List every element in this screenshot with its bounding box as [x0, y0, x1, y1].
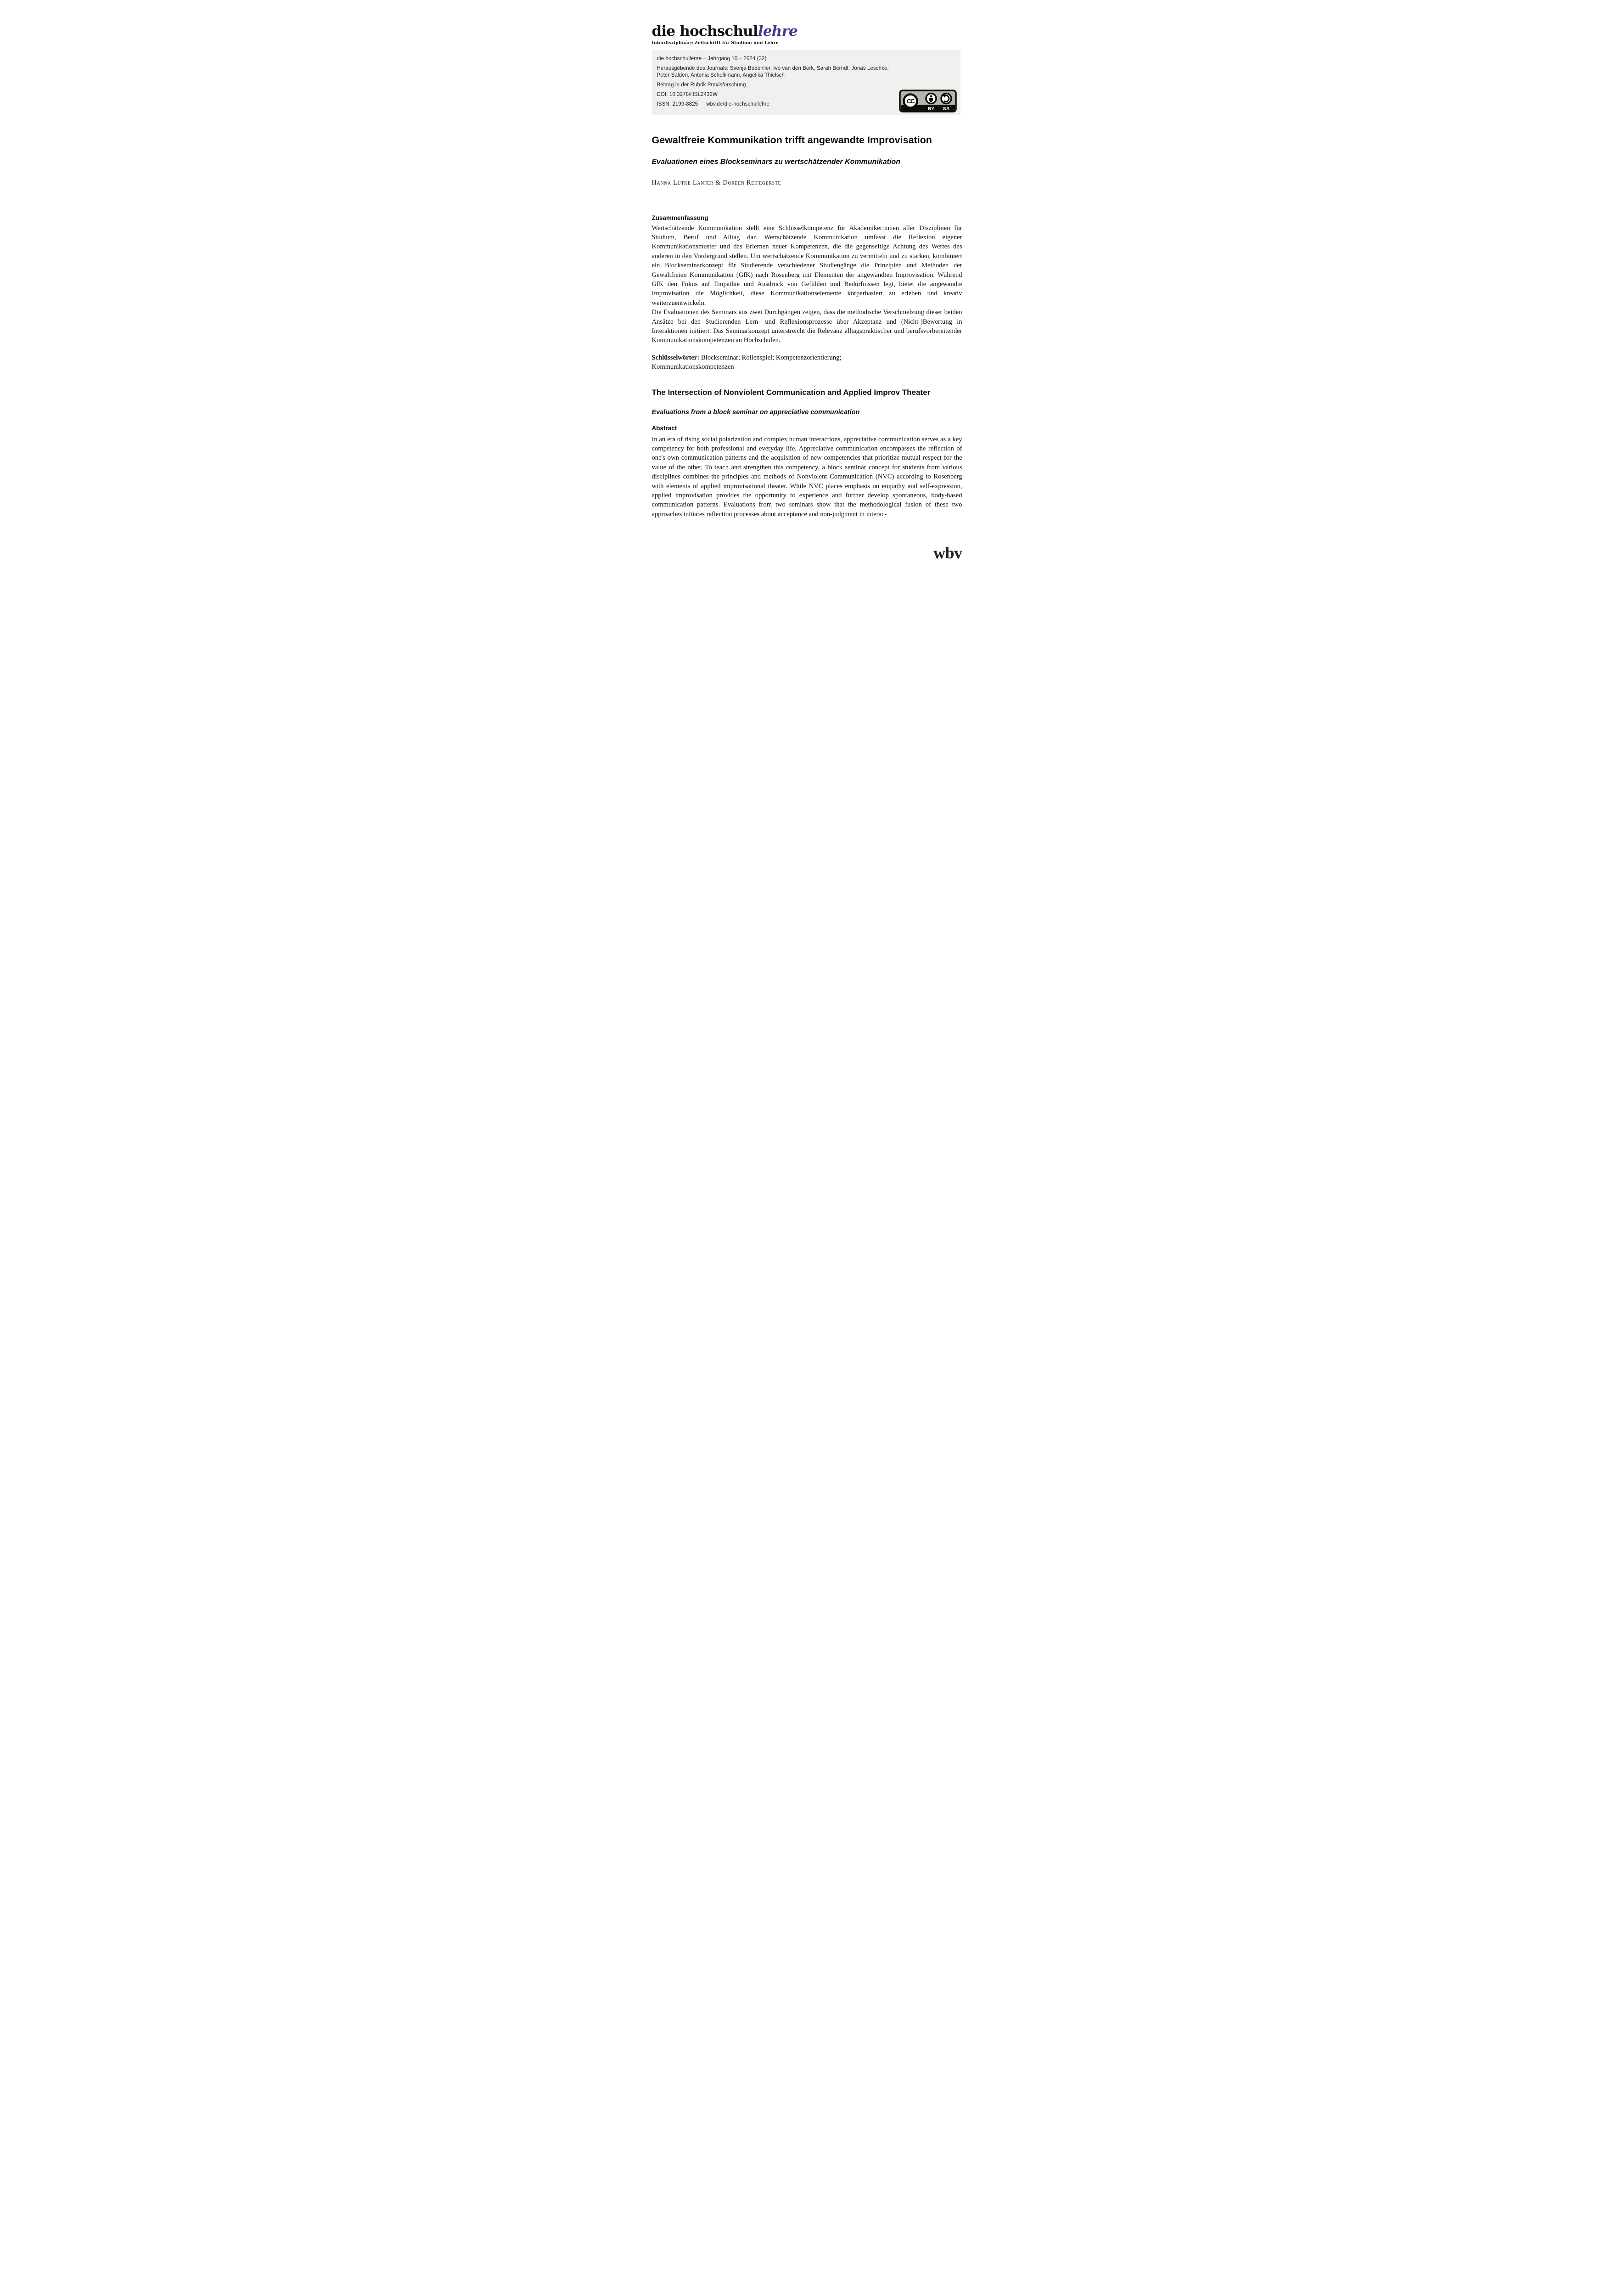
editors-line-2: Peter Salden, Antonia Scholkmann, Angelika Thielsch	[657, 72, 785, 78]
journal-logo-accent: lehre	[758, 23, 797, 39]
authors: Hanna Lütke Lanfer & Doreen Reifegerste	[651, 179, 781, 186]
zusammenfassung-body	[652, 224, 962, 345]
zusammenfassung-heading: Zusammenfassung	[651, 214, 708, 221]
journal-logo	[652, 24, 962, 39]
by-person-icon	[926, 93, 936, 103]
journal-first-page	[609, 0, 1015, 574]
issn-value: ISSN: 2199-8825	[657, 101, 698, 107]
abstract-paragraph: In an era of rising social polarization and complex human interactions, appreciative communication serves as a key competency for both professional and everyday life. Appreciative communication encompasses the reflection of one's own communication patterns and the acquisition of new competencies that prioritize mutual respect for the value of the other. To teach and strengthen this competency, a block seminar concept for students from various disciplines combines the principles and methods of Nonviolent Communication (NVC) according to Rosenberg with elements of applied improvisational theater. While NVC places emphasis on empathy and self-expression, applied improvisation provides the opportunity to experience and further develop spontaneous, body-based communication patterns. Evaluations from two seminars show that the methodological fusion of these two approaches initiates reflection processes about acceptance and non-judgment in interac-	[651, 435, 962, 518]
svg-text:CC: CC	[906, 97, 914, 105]
article-subtitle-en: Evaluations from a block seminar on appreciative communication	[651, 408, 860, 416]
masthead	[652, 0, 962, 45]
doi-line: DOI: 10.3278/HSL2432W	[657, 91, 718, 97]
keywords-label: Schlüsselwörter:	[651, 354, 700, 361]
badge-by-label: BY	[927, 106, 934, 112]
journal-issue-prefix: die hochschul	[657, 56, 690, 62]
editors-line-1: Herausgebende des Journals: Svenja Bedenlier, Ivo van den Berk, Sarah Berndt, Jonas Leschke,	[657, 65, 889, 71]
abstract-heading: Abstract	[651, 424, 677, 432]
zusammenfassung-paragraph-2: Die Evaluationen des Seminars aus zwei Durchgängen zeigen, dass die methodische Verschmelzung dieser beiden Ansätze bei den Studierenden Lern- und Reflexionsprozesse über Akzeptanz und (Nicht-)Bewertung in Interaktionen initiiert. Das Seminarkonzept unterstreicht die Relevanz alltagspraktischer und berufsvorbereitender Kommunikationskompetenzen an Hochschulen.	[651, 309, 962, 344]
journal-issue-italic: lehre	[690, 56, 702, 62]
journal-issue-suffix: – Jahrgang 10 – 2024 (32)	[702, 56, 767, 62]
keywords-list: Blockseminar; Rollenspiel; Kompetenzorientierung; Kommunikationskompetenzen	[651, 354, 842, 371]
journal-logo-prefix: die hochschul	[651, 23, 758, 39]
article-title-en: The Intersection of Nonviolent Communication and Applied Improv Theater	[651, 388, 931, 397]
article-subtitle-de: Evaluationen eines Blockseminars zu wertschätzender Kommunikation	[651, 158, 900, 166]
cc-by-sa-license-badge[interactable]	[899, 90, 957, 113]
journal-url-link[interactable]: wbv.de/die-hochschullehre	[706, 101, 770, 107]
journal-issue-line	[657, 56, 954, 62]
abstract-body	[652, 435, 962, 519]
publication-info-box	[652, 50, 960, 115]
sa-share-alike-icon	[941, 93, 951, 103]
publisher-wbv-logo: wbv	[933, 544, 962, 562]
journal-tagline: Interdisziplinäre Zeitschrift für Studium und Lehre	[651, 40, 779, 45]
badge-sa-label: SA	[943, 106, 949, 112]
zusammenfassung-paragraph-1: Wertschätzende Kommunikation stellt eine Schlüsselkompetenz für Akademiker:innen aller Disziplinen für Studium, Beruf und Alltag dar. Wertschätzende Kommunikation umfasst die Reflexion eigener Kommunikationsmuster und das Erlernen neuer Kompetenzen, die die gegenseitige Achtung des Wertes des anderen in den Vordergrund stellen. Um wertschätzende Kommunikation zu vermitteln und zu stärken, kombiniert ein Blockseminarkonzept für Studierende verschiedener Studiengänge die Prinzipien und Methoden der Gewaltfreien Kommunikation (GfK) nach Rosenberg mit Elementen der angewandten Improvisation. Während GfK den Fokus auf Empathie und Ausdruck von Gefühlen und Bedürfnissen legt, bietet die angewandte Improvisation die Möglichkeit, diese Kommunikationselemente körperbasiert zu erleben und kreativ weiterzuentwickeln.	[651, 224, 962, 307]
article-title-de: Gewaltfreie Kommunikation trifft angewandte Improvisation	[651, 134, 932, 146]
keywords-block	[652, 353, 918, 372]
rubric-line: Beitrag in der Rubrik Praxisforschung	[657, 82, 746, 88]
cc-logo-icon	[904, 94, 917, 107]
